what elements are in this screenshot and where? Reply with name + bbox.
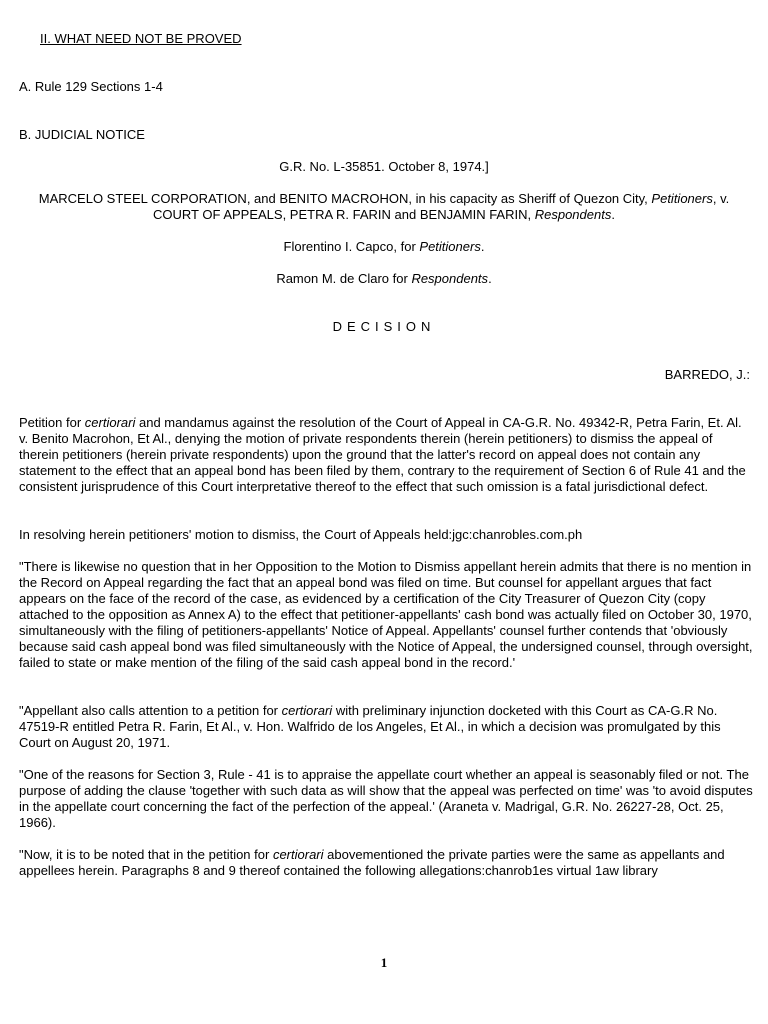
page-number: 1 — [380, 955, 388, 970]
case-parties — [0, 191, 768, 223]
counsel-respondents-end: . — [488, 271, 492, 286]
respondents-label: Respondents — [534, 207, 612, 222]
parties-line2-end: . — [611, 207, 615, 222]
p6-text-b: abovementioned the private parties were the same as appellants and appellees herein. Paragraphs 8 and 9 thereof contained the following allegations:chanrob1es virtual 1aw library — [19, 847, 725, 878]
section-a-label: A. Rule 129 Sections 1-4 — [19, 79, 163, 94]
paragraph-1 — [19, 415, 754, 495]
counsel-respondents-name: Ramon M. de Claro for — [276, 271, 408, 286]
parties-line1: MARCELO STEEL CORPORATION, and BENITO MACROHON, in his capacity as Sheriff of Quezon City, — [38, 191, 648, 206]
counsel-petitioners — [0, 239, 768, 255]
parties-line1-end: , v. — [712, 191, 730, 206]
paragraph-3: "There is likewise no question that in her Opposition to the Motion to Dismiss appellant herein admits that there is no mention in the Record on Appeal regarding the fact that an appeal bond was filed on time. But counsel for appellant argues that fact appears on the face of the record of the case, as evidenced by a certification of the City Treasurer of Quezon City (copy attached to the opposition as Annex A) to the effect that petitioner-appellants' cash bond was actually filed on October 30, 1970, simultaneously with the filing of petitioners-appellants' Notice of Appeal. Appellants' counsel further contends that 'obviously because said cash appeal bond was filed simultaneously with the Notice of Appeal, the undersigned counsel, through oversight, failed to state or make mention of the filing of the said cash appeal bond in the record.' — [19, 559, 753, 670]
p1-text-b: and mandamus against the resolution of the Court of Appeal in CA-G.R. No. 49342-R, Petra Farin, Et. Al. v. Benito Macrohon, Et Al., denying the motion of private respondents therein (herein petitioners) to dismiss the appeal of therein petitioners (herein private respondents) upon the ground that the latter's record on appeal does not contain any statement to the effect that an appeal bond has been filed by them, contrary to the requirement of Section 6 of Rule 41 and the consistent jurisprudence of this Court interpretative thereof to the effect that such omission is a fatal jurisdictional defect. — [19, 415, 746, 494]
counsel-respondents — [0, 271, 768, 287]
petitioners-label: Petitioners — [651, 191, 713, 206]
p1-text-a: Petition for — [19, 415, 82, 430]
parties-line2: COURT OF APPEALS, PETRA R. FARIN and BENJAMIN FARIN, — [153, 207, 532, 222]
p1-italic: certiorari — [84, 415, 136, 430]
paragraph-5: "One of the reasons for Section 3, Rule - 41 is to appraise the appellate court whether an appeal is seasonably filed or not. The purpose of adding the clause 'together with such data as will show that the appeal was perfected on time' was 'to avoid disputes in the appellate court concerning the fact of the perfection of the appeal.' (Araneta v. Madrigal, G.R. No. 26227-28, Oct. 25, 1966). — [19, 767, 753, 830]
paragraph-4 — [19, 703, 754, 751]
counsel-petitioners-role: Petitioners — [419, 239, 481, 254]
counsel-petitioners-end: . — [480, 239, 485, 254]
ponente-name: BARREDO, J.: — [664, 367, 750, 382]
counsel-respondents-role: Respondents — [411, 271, 489, 286]
p6-italic: certiorari — [272, 847, 324, 862]
section-b-label: B. JUDICIAL NOTICE — [19, 127, 145, 142]
paragraph-6 — [19, 847, 754, 879]
case-number: G.R. No. L-35851. October 8, 1974.] — [279, 159, 489, 174]
counsel-petitioners-name: Florentino I. Capco, for — [283, 239, 416, 254]
decision-title: DECISION — [332, 319, 436, 334]
ponente — [665, 367, 750, 383]
p4-text-b: with preliminary injunction docketed with this Court as CA-G.R No. 47519-R entitled Petra R. Farin, Et Al., v. Hon. Walfrido de los Angeles, Et Al., in which a decision was promulgated by this Court on August 20, 1971. — [19, 703, 721, 750]
p6-text-a: "Now, it is to be noted that in the petition for — [19, 847, 270, 862]
p4-text-a: "Appellant also calls attention to a petition for — [19, 703, 278, 718]
section-heading: II. WHAT NEED NOT BE PROVED — [40, 31, 242, 46]
paragraph-2: In resolving herein petitioners' motion to dismiss, the Court of Appeals held:jgc:chanrobles.com.ph — [19, 527, 583, 542]
p4-italic: certiorari — [281, 703, 333, 718]
